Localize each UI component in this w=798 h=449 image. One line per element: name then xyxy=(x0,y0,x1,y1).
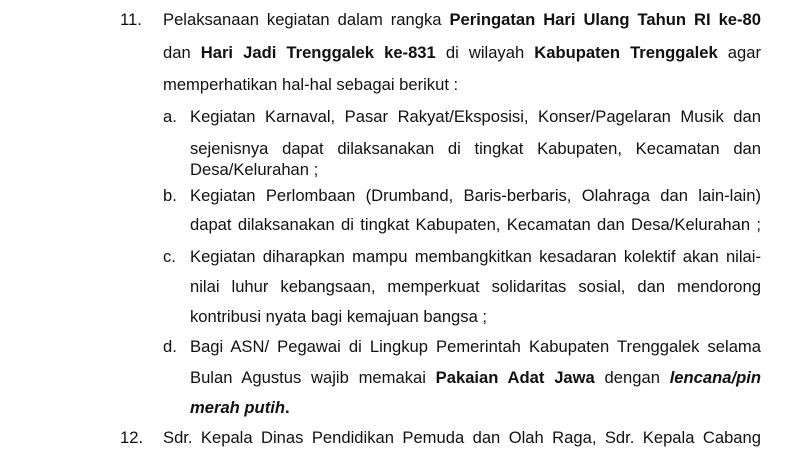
sub-item-a-line-3: Desa/Kelurahan ; xyxy=(190,160,319,179)
item-number-12: 12. xyxy=(120,428,144,447)
item-11-line-1: Pelaksanaan kegiatan dalam rangka Peringatan Hari Ulang Tahun RI ke-80 xyxy=(163,10,762,29)
sub-item-letter-a: a. xyxy=(163,107,177,126)
sub-item-letter-b: b. xyxy=(163,186,177,205)
sub-item-c-line-1: Kegiatan diharapkan mampu membangkitkan kesadaran kolektif akan nilai- xyxy=(190,247,761,266)
sub-item-d-line-3: merah putih. xyxy=(190,398,290,417)
item-12-line-1: Sdr. Kepala Dinas Pendidikan Pemuda dan Olah Raga, Sdr. Kepala Cabang xyxy=(163,428,761,447)
item-number-11: 11. xyxy=(120,10,142,29)
sub-item-b-line-1: Kegiatan Perlombaan (Drumband, Baris-berbaris, Olahraga dan lain-lain) xyxy=(190,186,761,205)
cut-off-text-line xyxy=(195,0,301,2)
item-11-line-3: memperhatikan hal-hal sebagai berikut : xyxy=(163,75,459,94)
sub-item-c-line-3: kontribusi nyata bagi kemajuan bangsa ; xyxy=(190,307,488,326)
sub-item-letter-d: d. xyxy=(163,337,177,356)
sub-item-a-line-1: Kegiatan Karnaval, Pasar Rakyat/Eksposisi, Konser/Pagelaran Musik dan xyxy=(190,107,761,126)
sub-item-b-line-2: dapat dilaksanakan di tingkat Kabupaten, Kecamatan dan Desa/Kelurahan ; xyxy=(190,215,761,234)
sub-item-a-line-2: sejenisnya dapat dilaksanakan di tingkat Kabupaten, Kecamatan dan xyxy=(190,139,761,158)
item-11-line-2: dan Hari Jadi Trenggalek ke-831 di wilayah Kabupaten Trenggalek agar xyxy=(163,43,761,62)
sub-item-letter-c: c. xyxy=(163,247,176,266)
sub-item-d-line-2: Bulan Agustus wajib memakai Pakaian Adat Jawa dengan lencana/pin xyxy=(190,368,761,387)
sub-item-d-line-1: Bagi ASN/ Pegawai di Lingkup Pemerintah Kabupaten Trenggalek selama xyxy=(190,337,761,356)
sub-item-c-line-2: nilai luhur kebangsaan, memperkuat solidaritas sosial, dan mendorong xyxy=(190,277,761,296)
